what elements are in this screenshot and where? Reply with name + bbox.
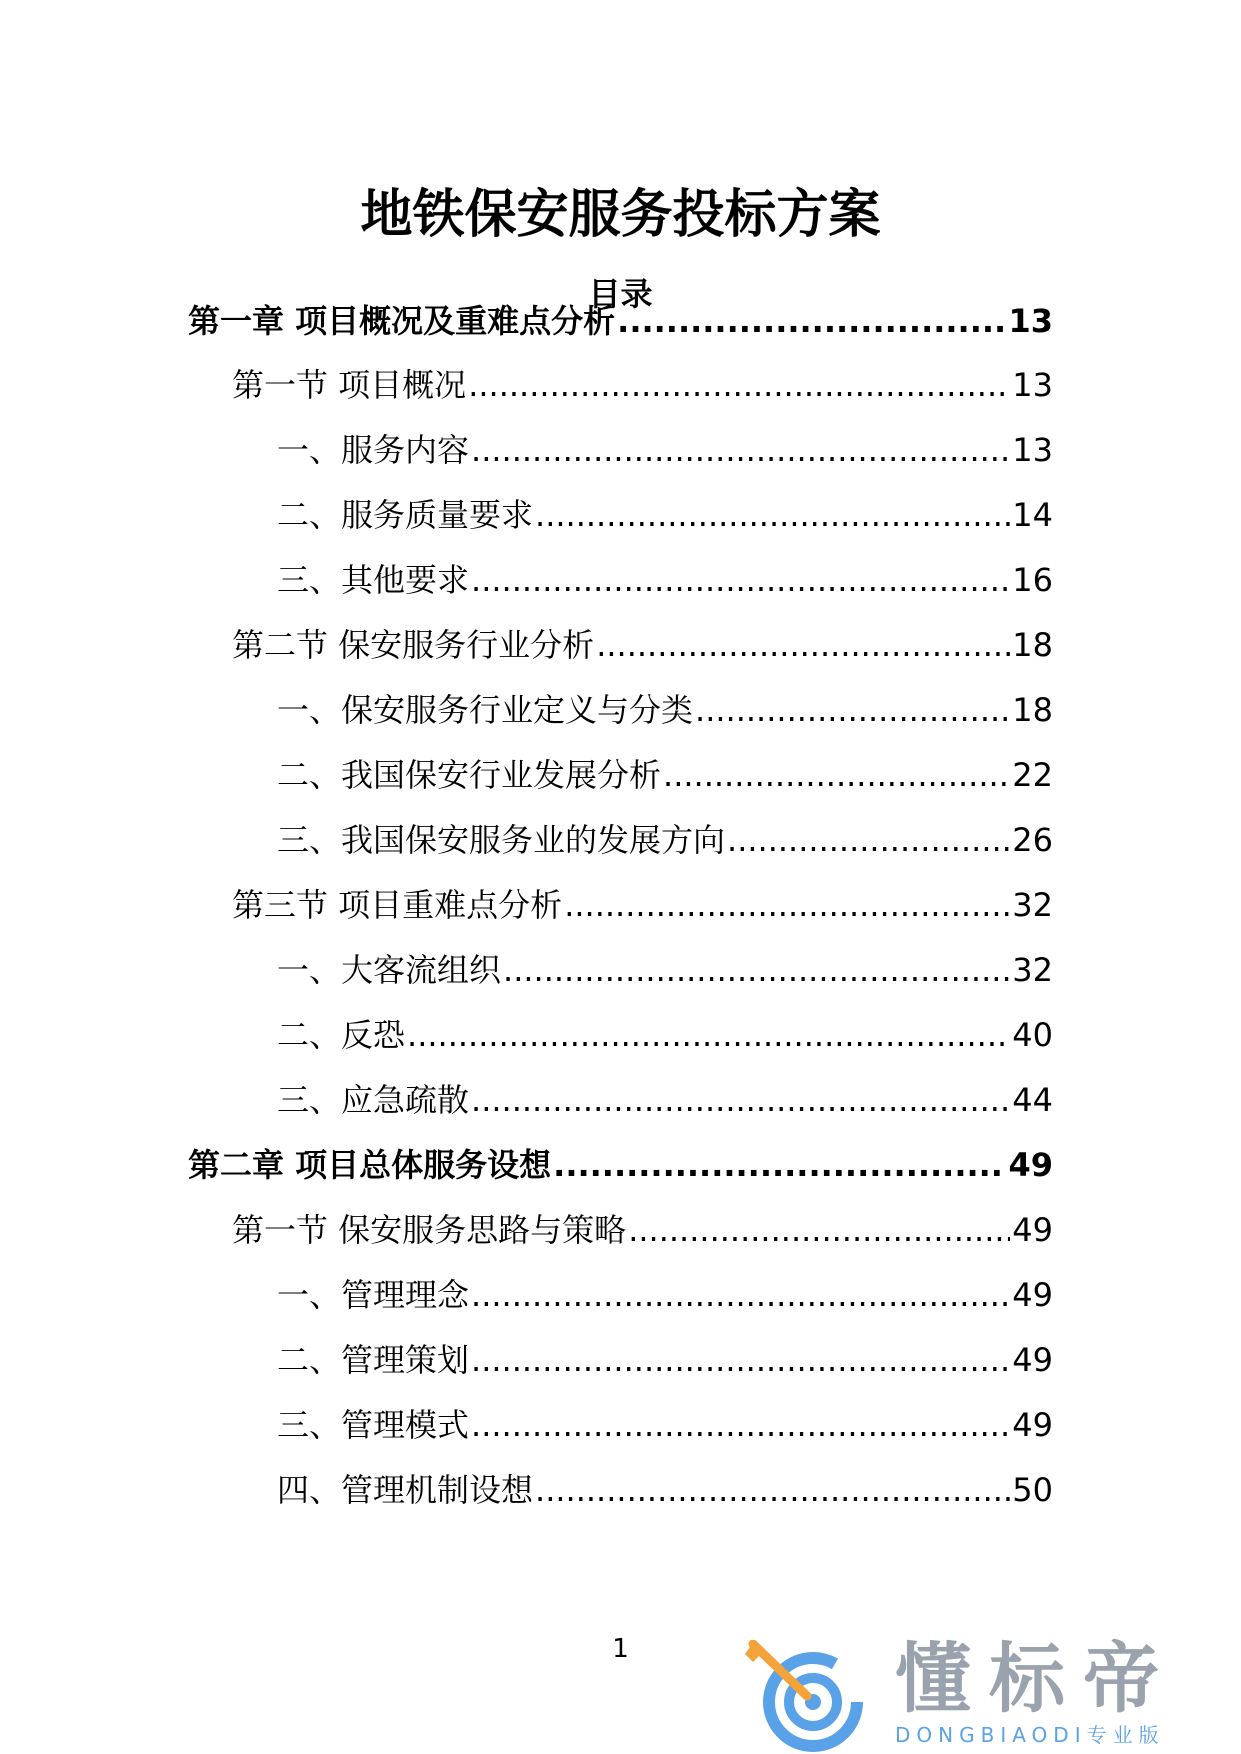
toc-entry[interactable] xyxy=(277,753,1053,797)
toc-entry-label: 一、服务内容 xyxy=(277,431,470,469)
toc-dot-leader xyxy=(596,623,1010,667)
toc-dot-leader xyxy=(727,818,1010,862)
toc-entry-page: 40 xyxy=(1012,1016,1053,1054)
toc-entry[interactable] xyxy=(232,1208,1053,1252)
toc-entry-page: 13 xyxy=(1012,366,1053,404)
toc-dot-leader xyxy=(564,883,1010,927)
toc-entry[interactable] xyxy=(277,1468,1053,1512)
toc-entry[interactable] xyxy=(277,1013,1053,1057)
toc-dot-leader xyxy=(695,688,1010,732)
toc-entry-page: 18 xyxy=(1012,691,1053,729)
toc-entry-page: 18 xyxy=(1012,626,1053,664)
toc-heading: 目录 xyxy=(588,275,653,313)
toc-entry[interactable] xyxy=(232,883,1053,927)
toc-entry-page: 22 xyxy=(1012,756,1053,794)
toc-dot-leader xyxy=(535,1468,1010,1512)
toc-entry-page: 49 xyxy=(1012,1211,1053,1249)
toc-dot-leader xyxy=(553,1143,1006,1187)
toc-entry-label: 第一节 项目概况 xyxy=(232,366,467,404)
toc-entry[interactable] xyxy=(188,1143,1053,1187)
toc-entry-label: 二、反恐 xyxy=(277,1016,406,1054)
watermark-logo xyxy=(745,1634,1215,1750)
toc-dot-leader xyxy=(535,493,1010,537)
toc-entry-label: 二、服务质量要求 xyxy=(277,496,534,534)
toc-entry-label: 第一章 项目概况及重难点分析 xyxy=(188,302,616,340)
toc-dot-leader xyxy=(471,1338,1010,1382)
toc-entry[interactable] xyxy=(277,818,1053,862)
toc-entry-label: 一、大客流组织 xyxy=(277,951,502,989)
toc-entry-label: 第一节 保安服务思路与策略 xyxy=(232,1211,627,1249)
toc-entry-label: 一、保安服务行业定义与分类 xyxy=(277,691,694,729)
toc-entry-page: 50 xyxy=(1012,1471,1053,1509)
toc-entry-page: 32 xyxy=(1012,951,1053,989)
toc-entry[interactable] xyxy=(277,688,1053,732)
toc-entry-page: 49 xyxy=(1012,1406,1053,1444)
toc-entry-label: 四、管理机制设想 xyxy=(277,1471,534,1509)
toc-entry-page: 32 xyxy=(1012,886,1053,924)
toc-dot-leader xyxy=(663,753,1010,797)
toc-entry-label: 二、我国保安行业发展分析 xyxy=(277,756,662,794)
toc-entry-label: 二、管理策划 xyxy=(277,1341,470,1379)
toc-entry-label: 三、应急疏散 xyxy=(277,1081,470,1119)
toc-dot-leader xyxy=(407,1013,1010,1057)
toc-dot-leader xyxy=(468,363,1010,407)
toc-dot-leader xyxy=(471,558,1010,602)
page-number: 1 xyxy=(612,1634,629,1664)
toc-entry-page: 49 xyxy=(1008,1146,1053,1184)
toc-entry-label: 三、其他要求 xyxy=(277,561,470,599)
toc-entry-label: 第二章 项目总体服务设想 xyxy=(188,1146,552,1184)
target-arrow-icon xyxy=(745,1640,865,1752)
watermark-subtitle: DONGBIAODI专业版 xyxy=(895,1723,1165,1747)
toc-dot-leader xyxy=(471,428,1010,472)
toc-dot-leader xyxy=(471,1273,1010,1317)
toc-entry[interactable] xyxy=(277,493,1053,537)
toc-entry[interactable] xyxy=(277,428,1053,472)
toc-dot-leader xyxy=(503,948,1010,992)
toc-entry[interactable] xyxy=(277,1078,1053,1122)
toc-entry-label: 第二节 保安服务行业分析 xyxy=(232,626,595,664)
toc-dot-leader xyxy=(617,299,1006,343)
toc-entry[interactable] xyxy=(277,1338,1053,1382)
toc-entry[interactable] xyxy=(188,299,1053,343)
toc-entry-page: 44 xyxy=(1012,1081,1053,1119)
toc-entry-page: 26 xyxy=(1012,821,1053,859)
toc-entry[interactable] xyxy=(277,1403,1053,1447)
toc-dot-leader xyxy=(628,1208,1010,1252)
document-title: 地铁保安服务投标方案 xyxy=(360,185,881,245)
toc-entry-page: 16 xyxy=(1012,561,1053,599)
toc-entry-label: 三、管理模式 xyxy=(277,1406,470,1444)
toc-dot-leader xyxy=(471,1403,1010,1447)
toc-entry-label: 三、我国保安服务业的发展方向 xyxy=(277,821,726,859)
toc-entry-page: 49 xyxy=(1012,1341,1053,1379)
toc-entry-page: 49 xyxy=(1012,1276,1053,1314)
toc-entry-page: 13 xyxy=(1008,302,1053,340)
toc-entry[interactable] xyxy=(232,363,1053,407)
watermark-brand: 懂标帝 xyxy=(895,1634,1177,1723)
toc-entry[interactable] xyxy=(232,623,1053,667)
toc-entry[interactable] xyxy=(277,1273,1053,1317)
toc-entry[interactable] xyxy=(277,558,1053,602)
toc-dot-leader xyxy=(471,1078,1010,1122)
toc-entry-page: 14 xyxy=(1012,496,1053,534)
toc-entry-label: 一、管理理念 xyxy=(277,1276,470,1314)
toc-entry-label: 第三节 项目重难点分析 xyxy=(232,886,563,924)
toc-entry-page: 13 xyxy=(1012,431,1053,469)
toc-entry[interactable] xyxy=(277,948,1053,992)
